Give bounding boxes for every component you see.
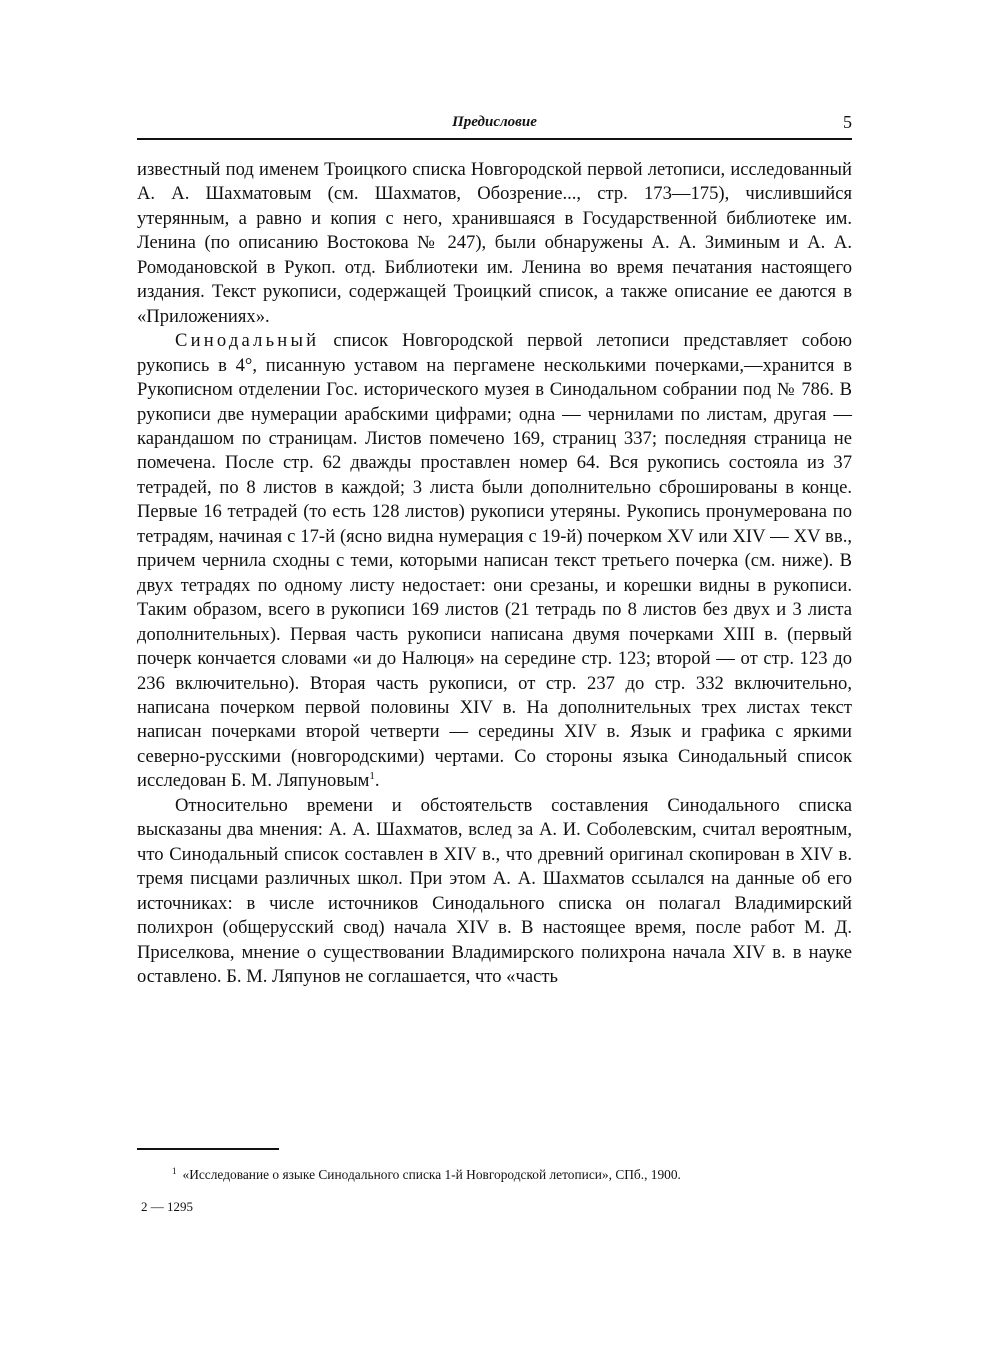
running-title: Предисловие	[452, 114, 537, 130]
footnote-text: «Исследование о языке Синодального списка 1-й Новгородской летописи», СПб., 1900.	[182, 1167, 681, 1182]
paragraph-2-end: .	[374, 770, 380, 792]
printer-signature-mark: 2 — 1295	[141, 1199, 193, 1214]
paragraph-2	[137, 329, 852, 794]
footnote-divider	[137, 1148, 279, 1150]
footnote-reference: 1	[369, 770, 375, 783]
paragraph-1: известный под именем Троицкого списка Новгородской первой летописи, исследованный А. А. Шахматовым (см. Шахматов, Обозрение..., стр. 173—175), числившийся утерянным, а равно и копия с него, хранившаяся в Государственной библиотеке им. Ленина (по описанию Востокова № 247), были обнаружены А. А. Зиминым и А. А. Ромодановской в Рукоп. отд. Библиотеки им. Ленина во время печатания настоящего издания. Текст рукописи, содержащей Троицкий список, а также описание ее даются в «Приложениях».	[137, 159, 852, 327]
paragraph-2-text: список Новгородской первой летописи представляет собою рукопись в 4°, писанную уставом на пергамене несколькими почерками,—хранится в Рукописном отделении Гос. исторического музея в Синодальном собрании под № 786. В рукописи две нумерации арабскими цифрами; одна — чернилами по листам, другая — карандашом по страницам. Листов помечено 169, страниц 337; последняя страница не помечена. После стр. 62 дважды проставлен номер 64. Вся рукопись состояла из 37 тетрадей, по 8 листов в каждой; 3 листа были дополнительно сброшированы в конце. Первые 16 тетрадей (то есть 128 листов) рукописи утеряны. Рукопись пронумерована по тетрадям, начиная с 17-й (ясно видна нумерация с 19-й) почерком XV или XIV — XV вв., причем чернила сходны с теми, которыми написан текст третьего почерка (см. ниже). В двух тетрадях по одному листу недостает: они срезаны, и корешки видны в рукописи. Таким образом, всего в рукописи 169 листов (21 тетрадь по 8 листов без двух и 3 листа дополнительных). Первая часть рукописи написана двумя почерками XIII в. (первый почерк кончается словами «и до Налюця» на середине стр. 123; второй — от стр. 123 до 236 включительно). Вторая часть рукописи, от стр. 237 до стр. 332 включительно, написана почерком первой половины XIV в. На дополнительных трех листах текст написан почерками второй четверти — середины XIV в. Язык и графика с яркими северно-русскими (новгородскими) чертами. Со стороны языка Синодальный список исследован Б. М. Ляпуновым	[137, 330, 852, 792]
paragraph-3: Относительно времени и обстоятельств составления Синодального списка высказаны два мнения: А. А. Шахматов, вслед за А. И. Соболевским, считал вероятным, что Синодальный список составлен в XIV в., что древний оригинал скопирован в XIV в. тремя писцами различных школ. При этом А. А. Шахматов ссылался на данные об его источниках: в числе источников Синодального списка он полагал Владимирский полихрон (общерусский свод) начала XIV в. В настоящее время, после работ М. Д. Приселкова, мнение о существовании Владимирского полихрона начала XIV в. в науке оставлено. Б. М. Ляпунов не соглашается, что «часть	[137, 794, 852, 987]
footnote	[172, 1166, 862, 1184]
main-text	[137, 158, 852, 989]
emphasized-term: Синодальный	[175, 330, 320, 352]
footnote-marker: 1	[172, 1165, 177, 1176]
running-header	[137, 112, 852, 140]
page-number: 5	[843, 112, 852, 132]
